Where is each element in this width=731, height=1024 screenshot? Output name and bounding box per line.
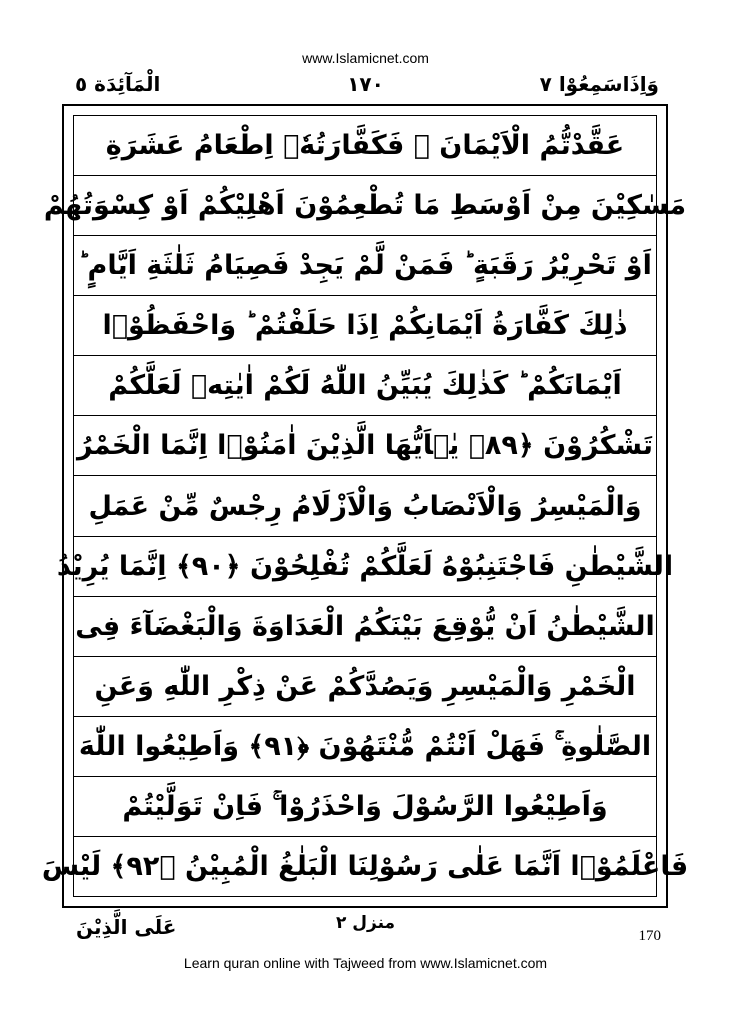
verse-line-7: وَالْمَيْسِرُ وَالْاَنْصَابُ وَالْاَزْلَامُ رِجْسٌ مِّنْ عَمَلِ bbox=[74, 476, 656, 536]
manzil-label: منزل ٢ bbox=[335, 913, 396, 933]
verse-line-1: عَقَّدْتُّمُ الْاَيْمَانَ ۚ فَكَفَّارَتُهٗۤ اِطْعَامُ عَشَرَةِ bbox=[74, 116, 656, 176]
verse-area bbox=[41, 115, 689, 897]
verse-line-11: الصَّلٰوةِ ۚ فَهَلْ اَنْتُمْ مُّنْتَهُوْنَ ﴿٩١﴾ وَاَطِيْعُوا اللّٰهَ bbox=[74, 717, 656, 777]
bottom-promo-text[interactable]: Learn quran online with Tajweed from www.Islamicnet.com bbox=[183, 955, 548, 971]
verse-line-4: ذٰلِكَ كَفَّارَةُ اَيْمَانِكُمْ اِذَا حَلَفْتُمْ ؕ وَاحْفَظُوْۤا bbox=[74, 296, 656, 356]
site-url[interactable]: www.Islamicnet.com bbox=[302, 50, 429, 66]
verse-line-10: الْخَمْرِ وَالْمَيْسِرِ وَيَصُدَّكُمْ عَنْ ذِكْرِ اللّٰهِ وَعَنِ bbox=[74, 657, 656, 717]
surah-label: الْمَآئِدَة ٥ bbox=[75, 72, 161, 96]
verse-line-2: مَسٰكِيْنَ مِنْ اَوْسَطِ مَا تُطْعِمُوْنَ اَهْلِيْكُمْ اَوْ كِسْوَتُهُمْ bbox=[74, 176, 656, 236]
page-number: 170 bbox=[638, 928, 661, 944]
verse-line-8: الشَّيْطٰنِ فَاجْتَنِبُوْهُ لَعَلَّكُمْ تُفْلِحُوْنَ ﴿٩٠﴾ اِنَّمَا يُرِيْدُ bbox=[74, 537, 656, 597]
verse-line-3: اَوْ تَحْرِيْرُ رَقَبَةٍ ؕ فَمَنْ لَّمْ يَجِدْ فَصِيَامُ ثَلٰثَةِ اَيَّامٍ ؕ bbox=[74, 236, 656, 296]
verse-line-9: الشَّيْطٰنُ اَنْ يُّوْقِعَ بَيْنَكُمُ الْعَدَاوَةَ وَالْبَغْضَآءَ فِى bbox=[74, 597, 656, 657]
page-frame bbox=[41, 104, 689, 908]
catchword: عَلَى الَّذِيْنَ bbox=[76, 915, 177, 939]
verse-line-5: اَيْمَانَكُمْ ؕ كَذٰلِكَ يُبَيِّنُ اللّٰهُ لَكُمْ اٰيٰتِهٖ لَعَلَّكُمْ bbox=[74, 356, 656, 416]
verse-line-12: وَاَطِيْعُوا الرَّسُوْلَ وَاحْذَرُوْا ۚ فَاِنْ تَوَلَّيْتُمْ bbox=[74, 777, 656, 837]
mushaf-page-number: ١٧٠ bbox=[347, 72, 384, 96]
verse-line-6: تَشْكُرُوْنَ ﴿٨٩﴾ يٰۤاَيُّهَا الَّذِيْنَ اٰمَنُوْۤا اِنَّمَا الْخَمْرُ bbox=[74, 416, 656, 476]
juz-label: وَاِذَاسَمِعُوْا ٧ bbox=[539, 72, 659, 96]
verse-line-13: فَاعْلَمُوْۤا اَنَّمَا عَلٰى رَسُوْلِنَا الْبَلٰغُ الْمُبِيْنُ ﴿٩٢﴾ لَيْسَ bbox=[41, 850, 689, 882]
